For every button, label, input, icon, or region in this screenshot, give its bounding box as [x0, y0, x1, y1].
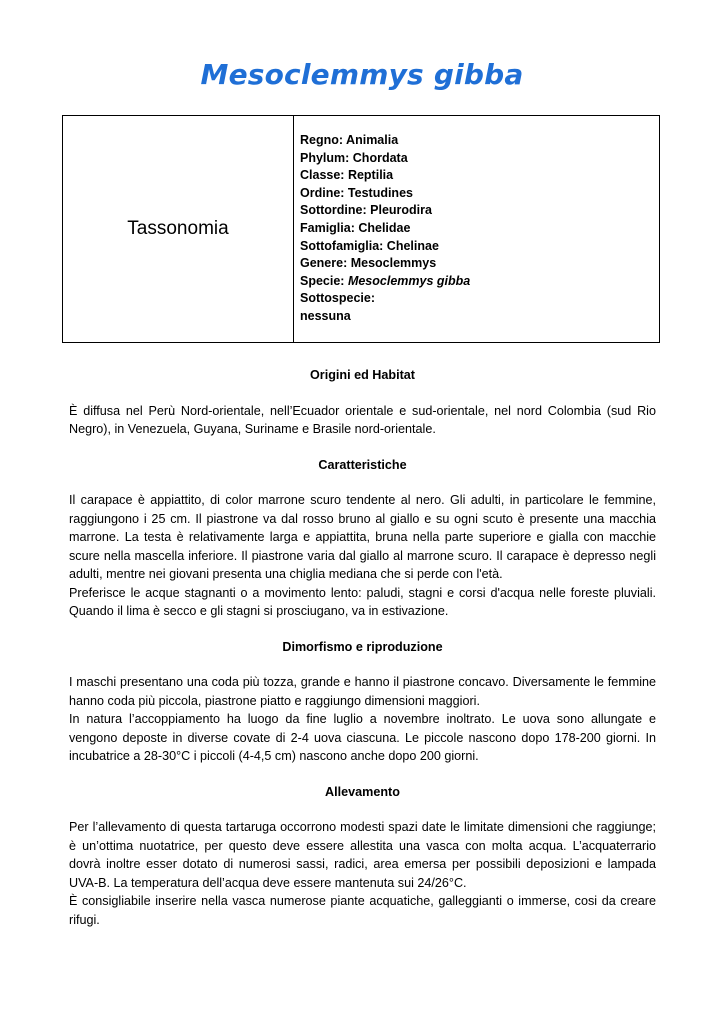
section-heading-allevamento: Allevamento	[325, 784, 400, 799]
section-heading-caratteristiche: Caratteristiche	[318, 457, 407, 472]
taxonomy-list-cell	[294, 116, 659, 342]
page-title: Mesoclemmys gibba	[200, 58, 524, 91]
taxonomy-sottospecie-value: nessuna	[300, 308, 351, 323]
section-heading-origini: Origini ed Habitat	[310, 368, 415, 382]
taxonomy-specie-label: Specie:	[300, 273, 348, 288]
section-caratteristiche	[69, 456, 656, 621]
paragraph: È consigliabile inserire nella vasca numerose piante acquatiche, galleggianti o immerse, cosi da creare rifugi.	[69, 894, 656, 927]
taxonomy-genere: Genere: Mesoclemmys	[300, 256, 437, 271]
paragraph: Preferisce le acque stagnanti o a movimento lento: paludi, stagni e corsi d'acqua nelle foreste pluviali. Quando il lima è secco e gli stagni si prosciugano, va in estivazione.	[69, 585, 656, 618]
taxonomy-heading: Tassonomia	[127, 218, 229, 239]
taxonomy-heading-cell	[63, 116, 294, 342]
section-origini	[69, 366, 656, 439]
taxonomy-classe: Classe: Reptilia	[300, 168, 394, 183]
taxonomy-sottospecie: Sottospecie:	[300, 291, 376, 306]
section-allevamento	[69, 783, 656, 930]
document-body	[69, 366, 656, 946]
taxonomy-specie	[300, 273, 659, 291]
taxonomy-sottofamiglia: Sottofamiglia: Chelinae	[300, 238, 439, 253]
taxonomy-phylum: Phylum: Chordata	[300, 150, 408, 165]
paragraph: Il carapace è appiattito, di color marrone scuro tendente al nero. Gli adulti, in particolare le femmine, raggiungono i 25 cm. Il piastrone va dal rosso bruno al giallo e su ogni scuto è presente una macchia marrone. La testa è relativamente larga e appiattita, bruna nella parte superiore e gialla con macchie scure nella mascella inferiore. Il piastrone varia dal giallo al marrone scuro. Il carapace è depresso negli adulti, mentre nei giovani presenta una chiglia mediana che si perde con l'età.	[69, 493, 656, 581]
taxonomy-sottordine: Sottordine: Pleurodira	[300, 203, 432, 218]
paragraph: I maschi presentano una coda più tozza, grande e hanno il piastrone concavo. Diversamente le femmine hanno coda più piccola, piastrone piatto e raggiungo dimensioni maggiori.	[69, 675, 656, 708]
taxonomy-table	[62, 115, 660, 343]
section-dimorfismo	[69, 638, 656, 766]
paragraph: In natura l’accoppiamento ha luogo da fine luglio a novembre inoltrato. Le uova sono allungate e vengono deposte in diverse covate di 2-4 uova ciascuna. Le piccole nascono dopo 178-200 giorni. In incubatrice a 28-30°C i piccoli (4-4,5 cm) nascono anche dopo 200 giorni.	[69, 712, 656, 763]
taxonomy-ordine: Ordine: Testudines	[300, 185, 413, 200]
section-heading-dimorfismo: Dimorfismo e riproduzione	[282, 639, 443, 654]
paragraph: È diffusa nel Perù Nord-orientale, nell’Ecuador orientale e sud-orientale, nel nord Colombia (sud Rio Negro), in Venezuela, Guyana, Suriname e Brasile nord-orientale.	[69, 403, 656, 436]
paragraph: Per l’allevamento di questa tartaruga occorrono modesti spazi date le limitate dimensioni che raggiunge; è un’ottima nuotatrice, per questo deve essere allestita una vasca con molta acqua. L’acquaterrario dovrà inoltre esser dotato di numerosi sassi, radici, area emersa per possibili deposizioni e lampada UVA-B. La temperatura dell’acqua deve essere mantenuta sui 24/26°C.	[69, 820, 656, 890]
taxonomy-regno: Regno: Animalia	[300, 133, 399, 147]
taxonomy-famiglia: Famiglia: Chelidae	[300, 220, 411, 235]
taxonomy-specie-value: Mesoclemmys gibba	[347, 273, 471, 288]
